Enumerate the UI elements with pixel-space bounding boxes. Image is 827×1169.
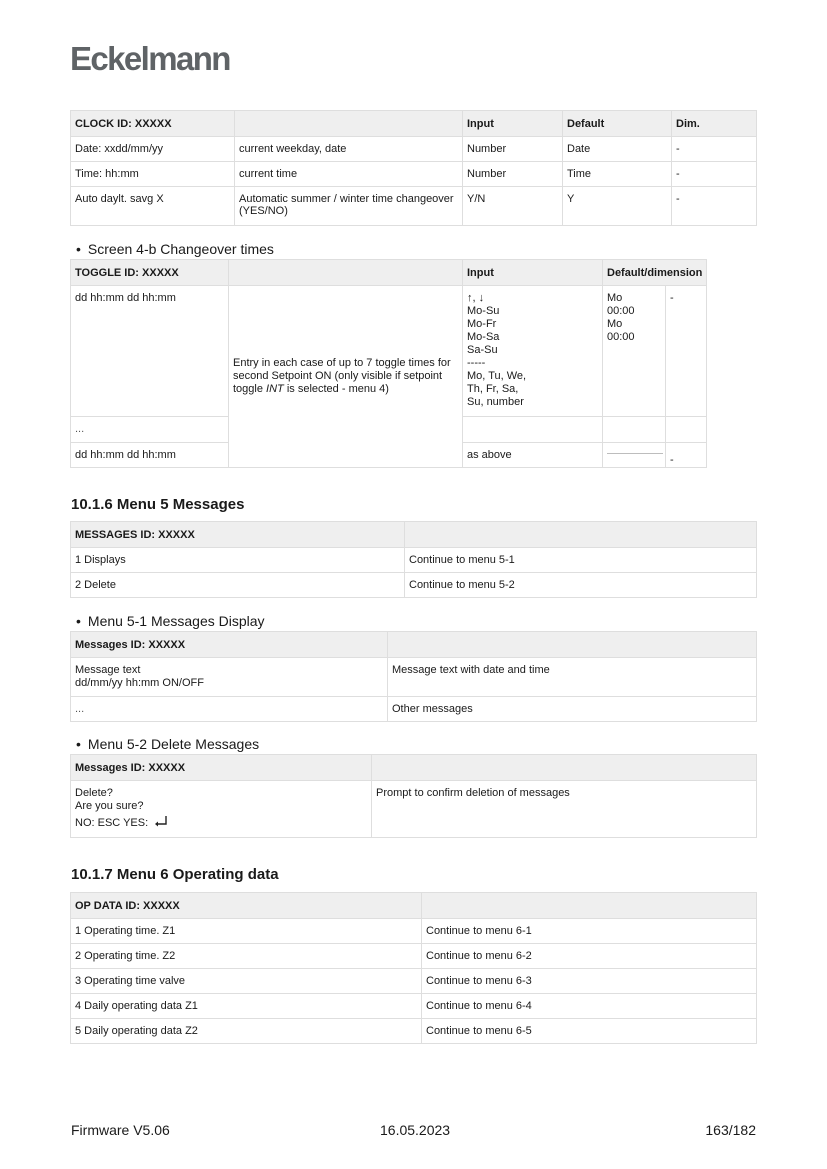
enter-key-icon	[154, 815, 168, 831]
footer-firmware: Firmware V5.06	[71, 1122, 170, 1138]
table-header: MESSAGES ID: XXXXX	[71, 522, 405, 548]
input-option: Su, number	[467, 396, 524, 408]
cell-line: dd/mm/yy hh:mm ON/OFF	[75, 677, 204, 689]
table-row	[71, 162, 757, 187]
table-row	[71, 658, 757, 697]
table-cell: 2 Delete	[71, 573, 405, 598]
table-header-row	[71, 522, 757, 548]
table-cell: 1 Displays	[71, 548, 405, 573]
table-header: Messages ID: XXXXX	[71, 632, 388, 658]
table-row	[71, 573, 757, 598]
op-data-table	[70, 892, 757, 1044]
section-heading: 10.1.7 Menu 6 Operating data	[71, 866, 279, 883]
delete-messages-table	[70, 754, 757, 838]
input-option: Mo, Tu, We,	[467, 370, 527, 382]
input-options-cell	[463, 286, 603, 417]
description-italic: INT	[266, 383, 284, 395]
input-separator: -----	[467, 357, 486, 369]
bullet-screen-4b	[76, 241, 274, 257]
table-cell: Continue to menu 6-5	[422, 1019, 757, 1044]
table-header-row	[71, 893, 757, 919]
bullet-menu-5-1	[76, 613, 265, 629]
table-cell: Continue to menu 6-3	[422, 969, 757, 994]
table-header: Default/dimension	[603, 260, 707, 286]
default-cell	[603, 286, 666, 417]
table-cell: Time	[563, 162, 672, 187]
table-cell	[666, 417, 707, 443]
table-cell: Number	[463, 162, 563, 187]
table-header	[372, 755, 757, 781]
table-header-row	[71, 632, 757, 658]
arrow-keys-icon: ↑, ↓	[467, 292, 485, 304]
table-cell: dd hh:mm dd hh:mm	[71, 443, 229, 468]
table-header: Dim.	[672, 111, 757, 137]
cell-line: NO: ESC YES:	[75, 816, 149, 829]
table-row	[71, 697, 757, 722]
table-cell: 2 Operating time. Z2	[71, 944, 422, 969]
table-row	[71, 919, 757, 944]
table-cell: Prompt to confirm deletion of messages	[372, 781, 757, 838]
table-cell: -	[672, 137, 757, 162]
input-option: Mo-Fr	[467, 318, 497, 330]
default-value: 00:00	[607, 305, 635, 317]
bullet-text: Menu 5-1 Messages Display	[87, 613, 265, 629]
divider-line	[607, 453, 663, 454]
table-cell	[603, 443, 666, 468]
description-text: is selected - menu 4)	[283, 383, 389, 395]
input-option: Mo-Sa	[467, 331, 500, 343]
table-cell: 1 Operating time. Z1	[71, 919, 422, 944]
table-cell: ...	[71, 417, 229, 443]
table-header-row	[71, 755, 757, 781]
cell-line: Delete?	[75, 787, 113, 799]
table-row	[71, 994, 757, 1019]
footer-date: 16.05.2023	[380, 1122, 451, 1138]
table-header: TOGGLE ID: XXXXX	[71, 260, 229, 286]
table-cell: as above	[463, 443, 603, 468]
bullet-icon: •	[76, 241, 81, 257]
table-cell: Number	[463, 137, 563, 162]
table-cell: Continue to menu 5-1	[405, 548, 757, 573]
table-cell: Time: hh:mm	[71, 162, 235, 187]
table-cell: Continue to menu 6-1	[422, 919, 757, 944]
toggle-table	[70, 259, 707, 468]
table-row	[71, 137, 757, 162]
table-cell: Continue to menu 6-4	[422, 994, 757, 1019]
table-cell: 4 Daily operating data Z1	[71, 994, 422, 1019]
table-cell: -	[666, 443, 707, 468]
table-cell: 3 Operating time valve	[71, 969, 422, 994]
default-value: Mo	[607, 292, 623, 304]
input-option: Mo-Su	[467, 305, 500, 317]
company-logo: Eckelmann	[70, 40, 230, 77]
table-cell: ...	[71, 697, 388, 722]
table-cell: -	[672, 187, 757, 226]
table-cell: Other messages	[388, 697, 757, 722]
table-cell: Continue to menu 5-2	[405, 573, 757, 598]
table-row	[71, 286, 707, 417]
table-cell: current weekday, date	[235, 137, 463, 162]
dimension-cell: -	[666, 286, 707, 417]
table-cell: Date: xxdd/mm/yy	[71, 137, 235, 162]
messages-display-table	[70, 631, 757, 722]
table-cell: Auto daylt. savg X	[71, 187, 235, 226]
table-cell: Y/N	[463, 187, 563, 226]
default-value: 00:00	[607, 331, 635, 343]
table-cell: current time	[235, 162, 463, 187]
table-header: OP DATA ID: XXXXX	[71, 893, 422, 919]
table-cell	[463, 417, 603, 443]
table-cell: Date	[563, 137, 672, 162]
table-header: Messages ID: XXXXX	[71, 755, 372, 781]
table-header	[422, 893, 757, 919]
table-cell: 5 Daily operating data Z2	[71, 1019, 422, 1044]
cell-line-with-icon	[75, 815, 367, 831]
table-header	[229, 260, 463, 286]
table-cell: Continue to menu 6-2	[422, 944, 757, 969]
table-cell: Automatic summer / winter time changeover (YES/NO)	[235, 187, 463, 226]
table-row	[71, 944, 757, 969]
table-row	[71, 1019, 757, 1044]
table-cell	[603, 417, 666, 443]
table-row	[71, 781, 757, 838]
messages-table	[70, 521, 757, 598]
table-header: Input	[463, 260, 603, 286]
description-cell	[229, 286, 463, 468]
table-header: Input	[463, 111, 563, 137]
input-option: Th, Fr, Sa,	[467, 383, 519, 395]
table-row	[71, 969, 757, 994]
table-cell: Y	[563, 187, 672, 226]
table-header	[388, 632, 757, 658]
table-header	[405, 522, 757, 548]
table-cell	[71, 781, 372, 838]
footer-page-number: 163/182	[705, 1122, 756, 1138]
table-header-row	[71, 260, 707, 286]
table-cell: dd hh:mm dd hh:mm	[71, 286, 229, 417]
bullet-text: Screen 4-b Changeover times	[87, 241, 274, 257]
section-heading: 10.1.6 Menu 5 Messages	[71, 496, 245, 513]
table-cell: -	[672, 162, 757, 187]
table-row	[71, 187, 757, 226]
bullet-icon: •	[76, 613, 81, 629]
bullet-menu-5-2	[76, 736, 259, 752]
cell-line: Are you sure?	[75, 800, 144, 812]
table-row	[71, 548, 757, 573]
table-header-row	[71, 111, 757, 137]
bullet-text: Menu 5-2 Delete Messages	[87, 736, 260, 752]
cell-line: Message text	[75, 664, 141, 676]
description-text: Entry in each case of up to 7 toggle times for second Setpoint ON (only visible if setpoint toggle	[233, 357, 451, 395]
table-header: Default	[563, 111, 672, 137]
default-value: Mo	[607, 318, 623, 330]
bullet-icon: •	[76, 736, 81, 752]
input-option: Sa-Su	[467, 344, 498, 356]
table-header	[235, 111, 463, 137]
table-cell	[71, 658, 388, 697]
table-cell: Message text with date and time	[388, 658, 757, 697]
clock-table	[70, 110, 757, 226]
table-header: CLOCK ID: XXXXX	[71, 111, 235, 137]
